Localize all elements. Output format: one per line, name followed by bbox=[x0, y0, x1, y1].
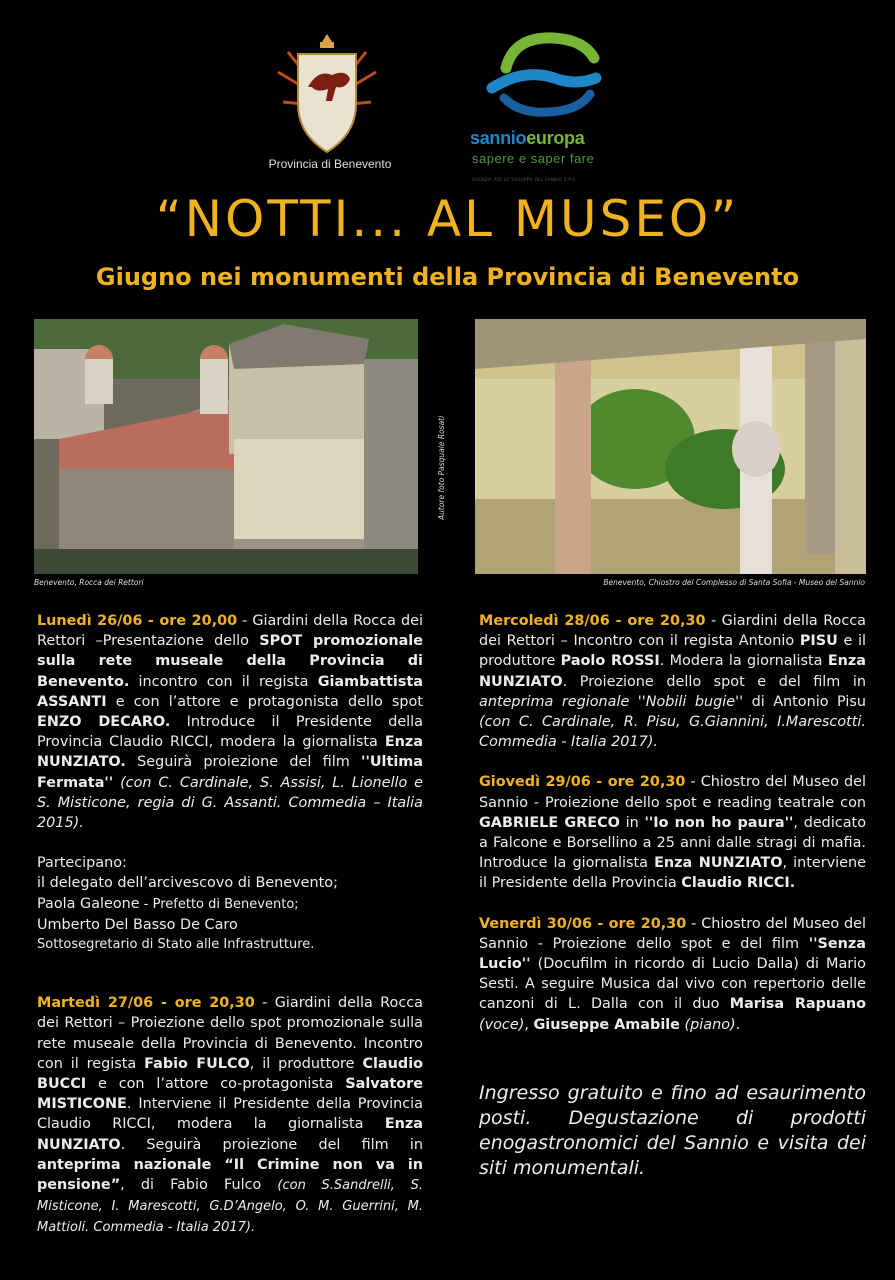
event-date: Martedì 27/06 - ore 20,30 bbox=[37, 995, 255, 1012]
sannio-europa-logo-icon bbox=[484, 28, 604, 120]
participant-role: Sottosegretario di Stato alle Infrastrutture. bbox=[37, 937, 315, 953]
participants-heading: Partecipano: bbox=[37, 855, 127, 872]
right-column bbox=[479, 611, 866, 1181]
event-date: Mercoledì 28/06 - ore 20,30 bbox=[479, 613, 706, 629]
participant: il delegato dell’arcivescovo di Benevento; bbox=[37, 875, 338, 892]
participant: Umberto Del Basso De Caro bbox=[37, 916, 238, 933]
event-martedi: Martedì 27/06 - ore 20,30 - Giardini della Rocca dei Rettori – Proiezione dello spot promozionale sulla rete museale della Provincia di Benevento. Incontro con il regista Fabio FULCO, il produttore Claudio BUCCI e con l’attore co-protagonista Salvatore MISTICONE. Interviene il Presidente della Provincia Claudio RICCI, modera la giornalista Enza NUNZIATO. Seguirà proiezione del film in anteprima nazionale “Il Crimine non va in pensione”, di Fabio Fulco (con S.Sandrelli, S. Misticone, I. Marescotti, G.D’Angelo, O. M. Guerrini, M. Mattioli. Commedia - Italia 2017). bbox=[37, 995, 424, 1236]
photo-rocca-dei-rettori bbox=[34, 319, 418, 574]
photo-credit: Autore foto Pasquale Rosati bbox=[437, 415, 446, 520]
photo-caption-left: Benevento, Rocca dei Rettori bbox=[34, 578, 144, 587]
closing-note: Ingresso gratuito e fino ad esaurimento posti. Degustazione di prodotti enogastronomici del Sannio e visita dei siti monumentali. bbox=[479, 1081, 866, 1179]
event-giovedi: Giovedì 29/06 - ore 20,30 - Chiostro del Museo del Sannio - Proiezione dello spot e reading teatrale con GABRIELE GRECO in ''Io non ho paura'', dedicato a Falcone e Borsellino a 25 anni dalle stragi di mafia. Introduce la giornalista Enza NUNZIATO, interviene il Presidente della Provincia Claudio RICCI. bbox=[479, 774, 866, 892]
photo-chiostro-santa-sofia bbox=[475, 319, 866, 574]
photo-caption-right: Benevento, Chiostro del Complesso di Santa Sofia - Museo del Sannio bbox=[603, 578, 865, 587]
left-column bbox=[37, 611, 423, 1239]
sannio-europa-tagline: sapere e saper fare bbox=[472, 151, 595, 166]
event-lunedi: Lunedì 26/06 - ore 20,00 - Giardini della Rocca dei Rettori –Presentazione dello SPOT promozionale sulla rete museale della Provincia di Benevento. incontro con il regista Giambattista ASSANTI e con l’attore e protagonista dello spot ENZO DECARO. Introduce il Presidente della Provincia Claudio RICCI, modera la giornalista Enza NUNZIATO. Seguirà proiezione del film ''Ultima Fermata'' (con C. Cardinale, S. Assisi, L. Lionello e S. Misticone, regia di G. Assanti. Commedia – Italia 2015). bbox=[37, 613, 424, 832]
province-label: Provincia di Benevento bbox=[268, 157, 392, 171]
page-subtitle: Giugno nei monumenti della Provincia di Benevento bbox=[95, 263, 800, 291]
province-crest-logo bbox=[268, 32, 386, 154]
event-mercoledi: Mercoledì 28/06 - ore 20,30 - Giardini della Rocca dei Rettori – Incontro con il regista Antonio PISU e il produttore Paolo ROSSI. Modera la giornalista Enza NUNZIATO. Proiezione dello spot e del film in anteprima regionale ''Nobili bugie'' di Antonio Pisu (con C. Cardinale, R. Pisu, G.Giannini, I.Marescotti. Commedia - Italia 2017). bbox=[479, 613, 867, 751]
event-date: Giovedì 29/06 - ore 20,30 bbox=[479, 774, 686, 791]
participants bbox=[37, 853, 423, 955]
sannio-europa-name: sannioeuropa bbox=[470, 128, 585, 148]
participant: Paola Galeone - Prefetto di Benevento; bbox=[37, 895, 299, 912]
event-date: Lunedì 26/06 - ore 20,00 bbox=[37, 613, 238, 629]
page-title: “NOTTI... AL MUSEO” bbox=[155, 190, 740, 248]
event-date: Venerdì 30/06 - ore 20,30 bbox=[479, 915, 687, 932]
sannio-europa-subtitle: AGENZIA PER LO SVILUPPO DEL SANNIO S.P.A. bbox=[472, 177, 577, 182]
event-venerdi: Venerdì 30/06 - ore 20,30 - Chiostro del Museo del Sannio - Proiezione dello spot e del film ''Senza Lucio'' (Docufilm in ricordo di Lucio Dalla) di Mario Sesti. A seguire Musica dal vivo con repertorio delle canzoni di L. Dalla con il duo Marisa Rapuano (voce), Giuseppe Amabile (piano). bbox=[479, 915, 867, 1033]
